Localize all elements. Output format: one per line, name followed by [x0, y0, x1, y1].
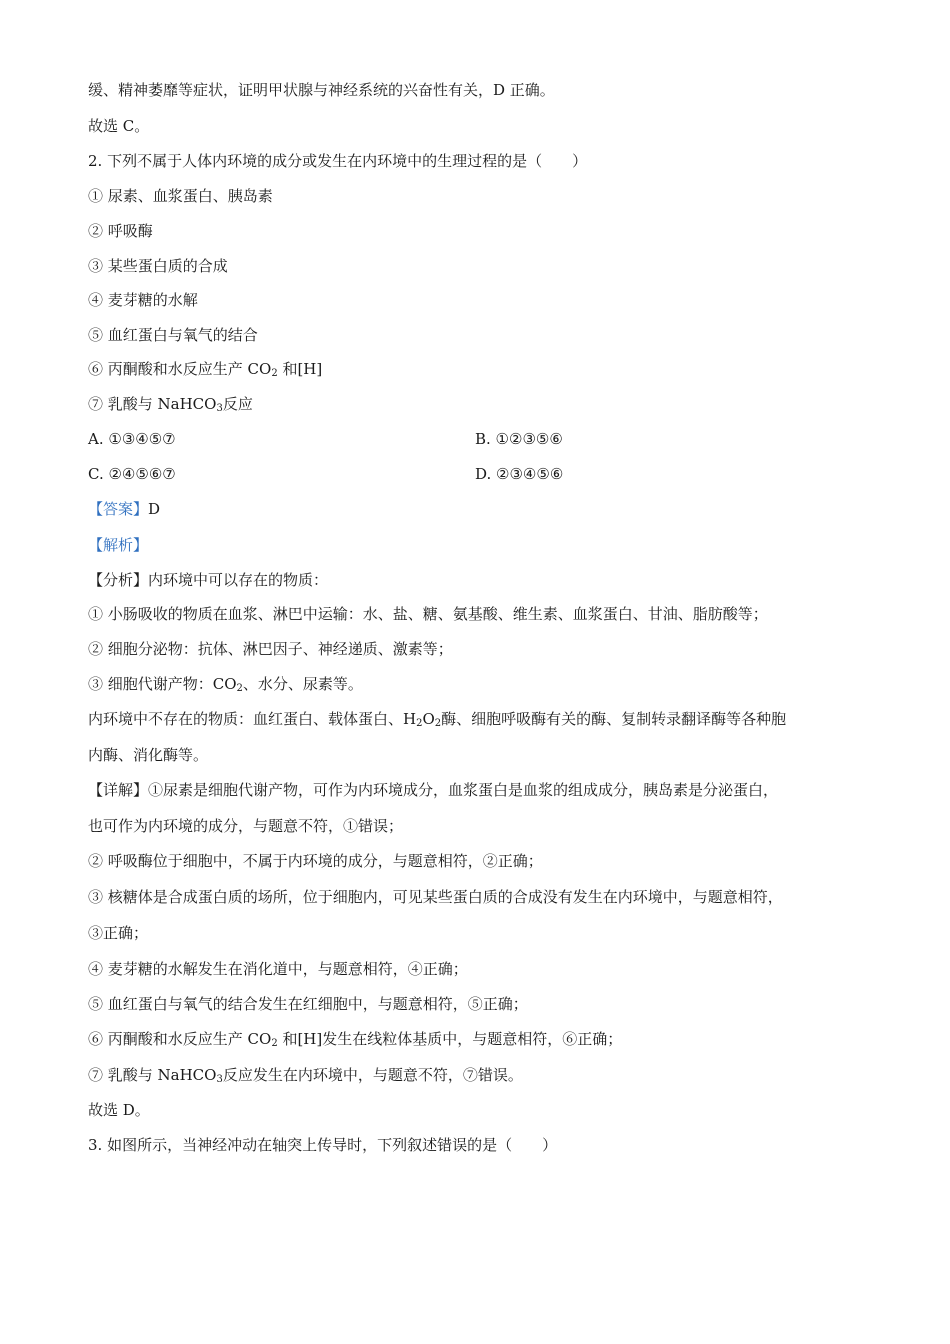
text-run: 反应发生在内环境中，与题意不符，⑦错误。	[222, 1066, 523, 1084]
text-line	[88, 1065, 523, 1085]
text-run: 和[H]	[277, 360, 323, 378]
text-line: 也可作为内环境的成分，与题意不符，①错误；	[88, 817, 404, 835]
text-run: 内环境中不存在的物质：血红蛋白、载体蛋白、H	[88, 710, 417, 728]
text-run: ⑥ 丙酮酸和水反应生产 CO	[88, 1030, 272, 1048]
text-line: 缓、精神萎靡等症状，证明甲状腺与神经系统的兴奋性有关，D 正确。	[88, 81, 555, 99]
text-line: ③正确；	[88, 924, 149, 942]
text-run: 内环境中可以存在的物质：	[148, 571, 329, 589]
subscript: 2	[271, 1038, 278, 1049]
text-line	[88, 709, 786, 729]
answer-tag: 【答案】	[88, 500, 149, 518]
text-run: 酶、细胞呼吸酶有关的酶、复制转录翻译酶等各种胞	[441, 710, 787, 728]
text-line: ② 细胞分泌物：抗体、淋巴因子、神经递质、激素等；	[88, 640, 453, 658]
text-line: ① 小肠吸收的物质在血浆、淋巴中运输：水、盐、糖、氨基酸、维生素、血浆蛋白、甘油、脂肪酸等；	[88, 605, 768, 623]
answer-line	[88, 499, 160, 519]
option-b: B. ①②③⑤⑥	[475, 430, 563, 448]
text-line: 故选 C。	[88, 117, 150, 135]
text-run: ⑦ 乳酸与 NaHCO	[88, 1066, 217, 1084]
text-run: 反应	[222, 395, 253, 413]
item-3: ③ 某些蛋白质的合成	[88, 257, 228, 275]
analysis-tag: 【解析】	[88, 536, 149, 554]
option-a: A. ①③④⑤⑦	[88, 430, 176, 448]
item-4: ④ 麦芽糖的水解	[88, 291, 198, 309]
item-5: ⑤ 血红蛋白与氧气的结合	[88, 326, 258, 344]
question-3: 3. 如图所示，当神经冲动在轴突上传导时，下列叙述错误的是（ ）	[88, 1136, 558, 1154]
subscript: 2	[416, 718, 423, 729]
subscript: 2	[236, 683, 243, 694]
subscript: 3	[216, 403, 223, 414]
text-line: ④ 麦芽糖的水解发生在消化道中，与题意相符，④正确；	[88, 960, 468, 978]
text-run: ①尿素是细胞代谢产物，可作为内环境成分，血浆蛋白是血浆的组成成分，胰岛素是分泌蛋白，	[148, 781, 779, 799]
subscript: 3	[216, 1074, 223, 1085]
text-run: O	[422, 710, 435, 728]
subscript: 2	[271, 368, 278, 379]
question-2: 2. 下列不属于人体内环境的成分或发生在内环境中的生理过程的是（ ）	[88, 152, 588, 170]
item-1: ① 尿素、血浆蛋白、胰岛素	[88, 187, 273, 205]
detail-line	[88, 780, 778, 800]
text-line: ⑤ 血红蛋白与氧气的结合发生在红细胞中，与题意相符，⑤正确；	[88, 995, 528, 1013]
text-run: 、水分、尿素等。	[242, 675, 363, 693]
analysis-line	[88, 570, 328, 590]
item-7	[88, 394, 253, 414]
subscript: 2	[434, 718, 442, 729]
text-line	[88, 674, 363, 694]
text-line: 内酶、消化酶等。	[88, 746, 209, 764]
answer-value: D	[148, 500, 161, 518]
text-line: ② 呼吸酶位于细胞中，不属于内环境的成分，与题意相符，②正确；	[88, 852, 543, 870]
item-6	[88, 359, 322, 379]
option-d: D. ②③④⑤⑥	[475, 465, 564, 483]
xiangjie-tag: 【详解】	[88, 781, 149, 799]
text-run: ⑥ 丙酮酸和水反应生产 CO	[88, 360, 272, 378]
text-run: ③ 细胞代谢产物：CO	[88, 675, 237, 693]
text-run: 和[H]发生在线粒体基质中，与题意相符，⑥正确；	[277, 1030, 623, 1048]
option-c: C. ②④⑤⑥⑦	[88, 465, 176, 483]
text-line	[88, 1029, 622, 1049]
item-2: ② 呼吸酶	[88, 222, 153, 240]
text-line: 故选 D。	[88, 1101, 150, 1119]
text-run: ⑦ 乳酸与 NaHCO	[88, 395, 217, 413]
text-line: ③ 核糖体是合成蛋白质的场所，位于细胞内，可见某些蛋白质的合成没有发生在内环境中，与题意相符，	[88, 888, 783, 906]
fenxi-tag: 【分析】	[88, 571, 149, 589]
